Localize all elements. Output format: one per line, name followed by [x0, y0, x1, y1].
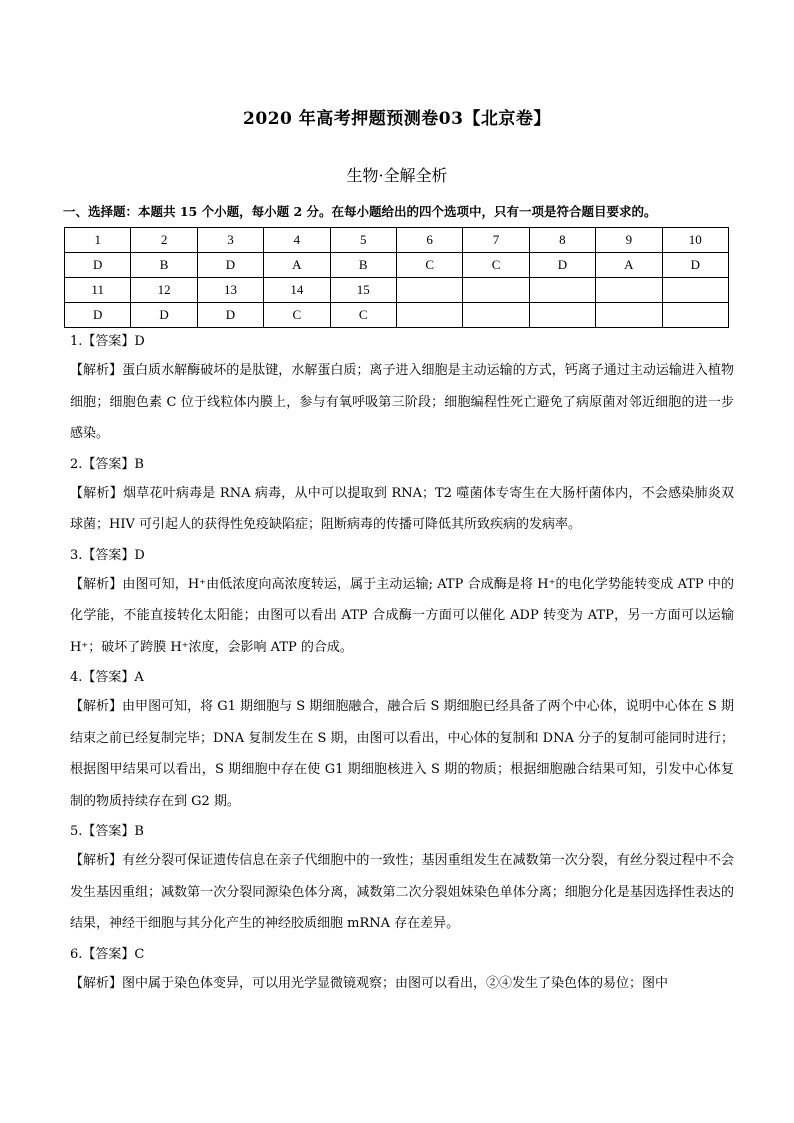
table-cell: 15: [330, 278, 396, 303]
table-cell: D: [662, 253, 728, 278]
question-number: 3.: [70, 547, 83, 563]
answer-label: 【答案】B: [82, 456, 144, 472]
answer-table: [64, 227, 729, 328]
question-3-explanation: [70, 569, 734, 664]
explanation-text: 由图可知，H⁺由低浓度向高浓度转运，属于主动运输; ATP 合成酶是将 H⁺的电化学势能转变成 ATP 中的化学能，不能直接转化太阳能；由图可以看出 ATP 合成酶一方面可以催化 ADP 转变为 ATP，另一方面可以运输 H⁺；破坏了跨膜 H⁺浓度，会影响 ATP 的合成。: [70, 576, 734, 655]
table-cell: [596, 303, 662, 328]
question-5-explanation: [70, 845, 734, 940]
question-3-answer: [70, 546, 734, 566]
table-cell: A: [596, 253, 662, 278]
question-4-explanation: [70, 691, 734, 817]
table-cell: B: [131, 253, 197, 278]
explanation-label: 【解析】: [70, 853, 123, 868]
question-number: 2.: [70, 456, 83, 472]
answer-explanations: [70, 332, 734, 999]
table-cell: [662, 278, 728, 303]
table-cell: D: [529, 253, 595, 278]
explanation-text: 由甲图可知，将 G1 期细胞与 S 期细胞融合，融合后 S 期细胞已经具备了两个中心体，说明中心体在 S 期结束之前已经复制完毕；DNA 复制发生在 S 期，由图可以看出，中心体的复制和 DNA 分子的复制可能同时进行；根据图甲结果可以看出，S 期细胞中存在使 G1 期细胞核进入 S 期的物质；根据细胞融合结果可知，引发中心体复制的物质持续存在到 G2 期。: [70, 699, 734, 809]
table-cell: 11: [65, 278, 131, 303]
question-number: 4.: [70, 670, 83, 685]
table-cell: 9: [596, 228, 662, 253]
table-cell: [662, 303, 728, 328]
answer-label: 【答案】D: [82, 547, 145, 563]
question-number: 1.: [70, 334, 83, 349]
table-cell: 13: [197, 278, 263, 303]
table-cell: [396, 278, 462, 303]
table-cell: D: [197, 303, 263, 328]
table-cell: 12: [131, 278, 197, 303]
table-cell: D: [65, 253, 131, 278]
table-cell: 8: [529, 228, 595, 253]
question-6-explanation: [70, 968, 734, 1000]
table-row: [65, 253, 729, 278]
question-5-answer: [70, 822, 734, 842]
page-title: 2020 年高考押题预测卷03【北京卷】: [243, 109, 551, 129]
table-cell: 5: [330, 228, 396, 253]
section-heading: 一、选择题：本题共 15 个小题，每小题 2 分。在每小题给出的四个选项中，只有一项是符合题目要求的。: [63, 204, 657, 219]
table-cell: [463, 303, 529, 328]
table-row: [65, 278, 729, 303]
table-cell: 4: [264, 228, 330, 253]
table-cell: 14: [264, 278, 330, 303]
table-cell: B: [330, 253, 396, 278]
table-cell: [463, 278, 529, 303]
table-cell: 10: [662, 228, 728, 253]
answer-label: 【答案】A: [82, 670, 144, 685]
question-number: 5.: [70, 824, 83, 839]
question-4-answer: [70, 668, 734, 688]
table-cell: 7: [463, 228, 529, 253]
table-cell: A: [264, 253, 330, 278]
table-cell: 6: [396, 228, 462, 253]
table-cell: 3: [197, 228, 263, 253]
question-1-answer: [70, 332, 734, 352]
explanation-text: 蛋白质水解酶破坏的是肽键，水解蛋白质；离子进入细胞是主动运输的方式，钙离子通过主动运输进入植物细胞；细胞色素 C 位于线粒体内膜上，参与有氧呼吸第三阶段；细胞编程性死亡避免了病原菌对邻近细胞的进一步感染。: [70, 363, 734, 441]
table-cell: D: [65, 303, 131, 328]
table-cell: C: [330, 303, 396, 328]
question-1-explanation: [70, 355, 734, 450]
explanation-label: 【解析】: [70, 699, 123, 714]
question-6-answer: [70, 945, 734, 965]
table-row: [65, 303, 729, 328]
table-cell: D: [197, 253, 263, 278]
table-cell: D: [131, 303, 197, 328]
explanation-label: 【解析】: [70, 576, 123, 592]
table-cell: C: [264, 303, 330, 328]
table-cell: [396, 303, 462, 328]
explanation-text: 有丝分裂可保证遗传信息在亲子代细胞中的一致性；基因重组发生在减数第一次分裂，有丝分裂过程中不会发生基因重组；减数第一次分裂同源染色体分离，减数第二次分裂姐妹染色单体分离；细胞分化是基因选择性表达的结果，神经干细胞与其分化产生的神经胶质细胞 mRNA 存在差异。: [70, 853, 734, 931]
explanation-text: 烟草花叶病毒是 RNA 病毒，从中可以提取到 RNA；T2 噬菌体专寄生在大肠杆菌体内，不会感染肺炎双球菌；HIV 可引起人的获得性免疫缺陷症；阻断病毒的传播可降低其所致疾病的发病率。: [70, 485, 734, 532]
question-2-answer: [70, 455, 734, 475]
answer-label: 【答案】B: [82, 824, 144, 839]
table-cell: [529, 278, 595, 303]
page-subtitle: 生物·全解全析: [346, 166, 448, 185]
table-cell: 2: [131, 228, 197, 253]
table-cell: C: [463, 253, 529, 278]
explanation-label: 【解析】: [70, 975, 123, 991]
table-cell: 1: [65, 228, 131, 253]
question-number: 6.: [70, 946, 83, 962]
table-row: [65, 228, 729, 253]
table-cell: [596, 278, 662, 303]
table-cell: [529, 303, 595, 328]
explanation-label: 【解析】: [70, 485, 123, 501]
table-cell: C: [396, 253, 462, 278]
question-2-explanation: [70, 478, 734, 541]
explanation-label: 【解析】: [70, 363, 123, 378]
answer-label: 【答案】C: [82, 946, 145, 962]
explanation-text: 图中属于染色体变异，可以用光学显微镜观察；由图可以看出，②④发生了染色体的易位；图中: [122, 975, 669, 991]
answer-label: 【答案】D: [82, 334, 145, 349]
